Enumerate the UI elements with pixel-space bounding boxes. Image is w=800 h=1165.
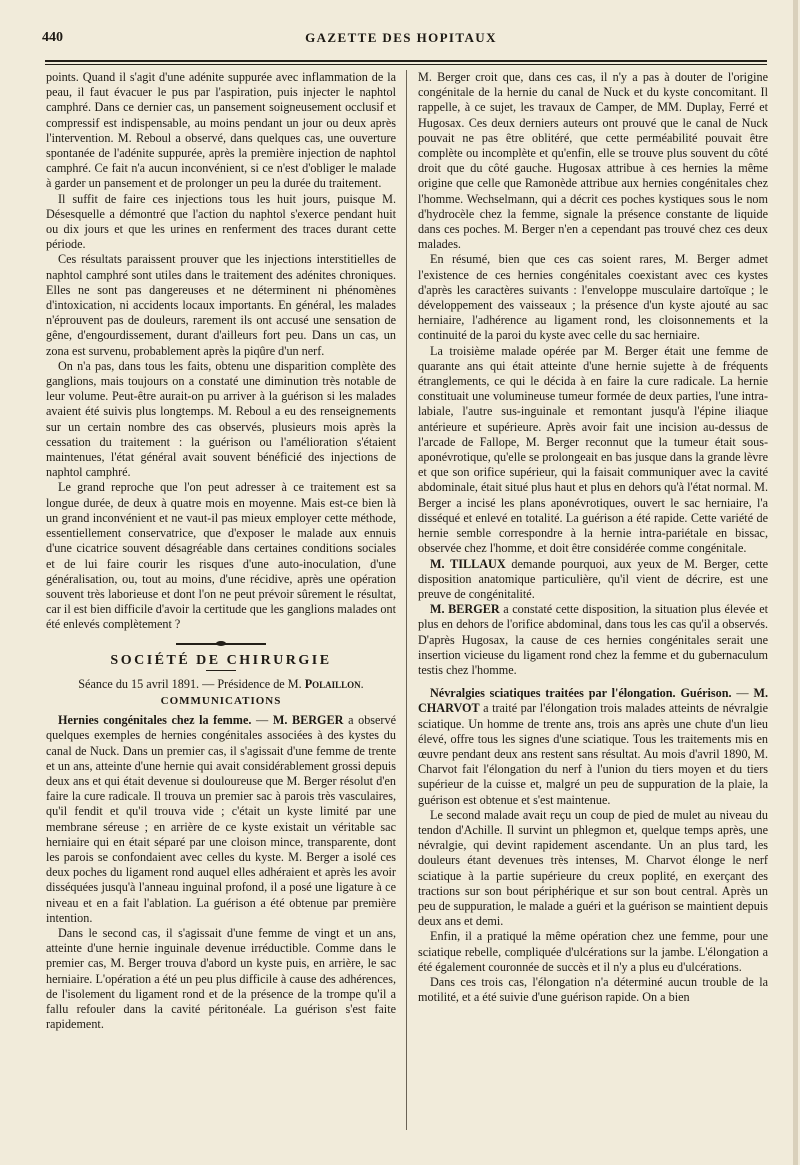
paragraph-tillaux: M. TILLAUX demande pourquoi, aux yeux de M. Berger, cette disposition anatomique particulière, qu'il vient de décrire, est une preuve de congénitalité. (418, 556, 768, 601)
right-column (418, 70, 768, 1005)
speaker-name: M. BERGER (430, 602, 500, 617)
section-heading: SOCIÉTÉ DE CHIRURGIE (110, 652, 332, 668)
paragraph: Il suffit de faire ces injections tous les huit jours, puisque M. Désesquelle a démontré que l'action du naphtol s'exerce pendant huit ou dix jours et que les urines en renferment des traces durant cette période. (46, 191, 396, 252)
header-rule (45, 60, 767, 62)
paragraph-berger: M. BERGER a constaté cette disposition, la situation plus élevée et plus en dehors de l'orifice abdominal, dans tous les cas qu'il a observés. D'après Hugosax, la cause de ces hernies congénitales serait une insertion vicieuse du ligament rond chez la femme et du gubernaculum testis chez l'homme. (418, 602, 768, 677)
president-name: Polaillon (304, 676, 361, 691)
page-number: 440 (42, 30, 63, 45)
article-author: M. BERGER (272, 713, 344, 728)
speaker-name: M. TILLAUX (430, 556, 506, 571)
paragraph: Enfin, il a pratiqué la même opération chez une femme, pour une sciatique rebelle, compliquée d'ulcérations sur la jambe. L'élongation a été également couronnée de succès et il n'y a plus eu d'ulcérations. (418, 929, 768, 974)
paragraph: Le second malade avait reçu un coup de pied de mulet au niveau du tendon d'Achille. Il survint un phlegmon et, quelque temps après, une névralgie, qui devint rapidement ascendante. Un an plus tard, les douleurs étant devenues très intenses, M. Charvot élonge le nerf sciatique à la partie supérieure du creux poplité, en exerçant des tractions sur son bout périphérique et sur son bout central. Après un peu de suppuration, le malade a guéri et la guérison se maintient depuis deux ans et demi. (418, 807, 768, 929)
article-nevralgies: Névralgies sciatiques traitées par l'élongation. Guérison. — M. CHARVOT a traité par l'élongation trois malades atteints de névralgie sciatique. Un homme de trente ans, trois ans après une chute d'un lieu élevé, offre tous les signes d'une sciatique. Tous les traitements mis en œuvre pendant deux ans restent sans résultat. Au mois d'avril 1890, M. Charvot fait l'élongation du nerf à l'union du tiers moyen et du tiers supérieur de la cuisse et, malgré un peu de suppuration de la plaie, la guérison est obtenue et s'est maintenue. (418, 686, 768, 807)
paragraph: M. Berger croit que, dans ces cas, il n'y a pas à douter de l'origine congénitale de la hernie du canal de Nuck et du kyste concomitant. Il rappelle, à ce sujet, les travaux de Camper, de MM. Duplay, Ferré et Hugosax. Ces deux derniers auteurs ont prouvé que le canal de Nuck pouvait ne pas être oblitéré, que cette perméabilité pouvait être complète ou incomplète et qu'enfin, elle se trouve plus souvent du côté droit que du côté gauche. Hugosax attribue à ces hernies la même origine que celle que Ramonède attribue aux hernies congénitales chez l'homme. Wechselmann, qui a décrit ces poches kystiques sous le nom d'hydrocèle chez la femme, signale la présence constante de liquide dans ces poches. M. Berger n'en a cependant pas trouvé chez ces deux malades. (418, 70, 768, 252)
paragraph: Dans ces trois cas, l'élongation n'a déterminé aucun trouble de la motilité, et a été suivie d'une guérison rapide. On a bien (418, 974, 768, 1005)
paragraph: Dans le second cas, il s'agissait d'une femme de vingt et un ans, atteinte d'une hernie inguinale devenue irréductible. Comme dans le premier cas, M. Berger trouva d'abord un kyste puis, en arrière, le sac herniaire. L'opération a été un peu plus difficile à cause des adhérences, de l'isolement du ligament rond et de la présence de la trompe qu'il a fallu refouler dans la cavité péritonéale. La guérison s'est faite rapidement. (46, 925, 396, 1032)
running-title: GAZETTE DES HOPITAUX (305, 30, 497, 45)
subsection-heading: COMMUNICATIONS (160, 694, 282, 707)
column-divider (406, 70, 407, 1130)
heading-rule (206, 670, 236, 671)
session-line: Séance du 15 avril 1891. — Présidence de M. Polaillon. (78, 676, 364, 691)
article-title: Névralgies sciatiques traitées par l'élongation. Guérison. (430, 686, 732, 701)
paragraph: points. Quand il s'agit d'une adénite suppurée avec inflammation de la peau, il faut évacuer le pus par l'aspiration, puis injecter le naphtol camphré. Dans ce dernier cas, un pansement soigneusement occlusif et compressif est indispensable, au moins pendant un jour ou deux après l'intervention. M. Reboul a observé, dans quelques cas, une ouverture spontanée de l'adénite suppurée, après la première injection de naphtol camphré. Ce fait n'a aucun inconvénient, si ce n'est d'obliger le malade à garder un pansement et de prolonger un peu la durée du traitement. (46, 70, 396, 191)
page-edge-shadow (793, 0, 798, 1165)
left-column (46, 70, 396, 1032)
article-author: M. CHARVOT (418, 686, 768, 716)
paragraph: Ces résultats paraissent prouver que les injections interstitielles de naphtol camphré sont utiles dans le traitement des adénites chroniques. Elles ne sont pas dangereuses et ne déterminent ni phénomènes d'intoxication, ni accidents locaux importants. En général, les malades n'éprouvent pas de douleurs, rarement ils ont accusé une sensation de gêne, d'engourdissement, durant d'ailleurs fort peu. Dans un cas, un zona est survenu, probablement après la piqûre d'un nerf. (46, 252, 396, 358)
article-hernies: Hernies congénitales chez la femme. — M. BERGER a observé quelques exemples de hernies congénitales associées à des kystes du canal de Nuck. Dans un premier cas, il s'agissait d'une femme de trente et un ans, atteinte d'une hernie qui avait considérablement grossi depuis deux ans et qui était devenue si douloureuse que M. Berger résolut d'en faire la cure radicale. Il trouva un premier sac à parois très vasculaires, qu'il fendit et qu'il trouva vide ; c'était un kyste limité par une membrane séreuse ; en arrière de ce kyste existait un véritable sac herniaire qui en était séparé par une cloison mince, transparente, dont les parois se confondaient avec celles du kyste. M. Berger a isolé ces deux poches du ligament rond auquel elles adhéraient et après les avoir disséquées jusqu'à l'anneau inguinal profond, il a posé une ligature à ce niveau et en a fait l'ablation. La guérison a été obtenue par première intention. (46, 713, 396, 925)
paragraph: On n'a pas, dans tous les faits, obtenu une disparition complète des ganglions, mais toujours on a constaté une diminution très notable de leur volume. Peut-être aurait-on pu arriver à la guérison si les malades avaient été suivis plus longtemps. M. Reboul a eu des renseignements sur un certain nombre des cas observés, plusieurs mois après la cessation du traitement : la guérison ou l'amélioration s'étaient maintenues, l'état général avait souvent bénéficié des injections de naphtol camphré. (46, 358, 396, 480)
paragraph: En résumé, bien que ces cas soient rares, M. Berger admet l'existence de ces hernies congénitales coexistant avec ces kystes d'après les caractères suivants : l'enveloppe musculaire dartoïque ; le développement des vaisseaux ; la présence d'un kyste ajouté au sac herniaire, l'adhérence au ligament rond, les cloisonnements et la continuité de la paroi du kyste avec celle du sac herniaire. (418, 252, 768, 343)
page-header (30, 26, 772, 48)
section-ornament (176, 641, 266, 647)
paragraph: La troisième malade opérée par M. Berger était une femme de quarante ans qui était atteinte d'une hernie sujette à de fréquents étranglements, ce qui le décida à en faire la cure radicale. La hernie constituait une volumineuse tumeur formée de deux parties, l'une intra-labiale, l'autre sus-inguinale et remontant jusqu'à l'épine iliaque antérieure et supérieure. Après avoir fait une incision au-dessus de l'arcade de Fallope, M. Berger reconnut que la tumeur était sous-aponévrotique, qu'elle se prolongeait en bas jusque dans la grande lèvre et que son orifice supérieur, qui la faisait communiquer avec la cavité abdominale, était situé plus haut et plus en dehors qu'à l'état normal. M. Berger a incisé les plans aponévrotiques, ouvert le sac herniaire, l'a disséqué et enlevé en totalité. La guérison a été rapide. Cette variété de hernie semble correspondre à la hernie intra-pariétale en bissac, observée chez l'homme, et doit être considérée comme congénitale. (418, 343, 768, 556)
header-rule-thin (45, 64, 767, 65)
article-title: Hernies congénitales chez la femme. (58, 713, 252, 728)
paragraph: Le grand reproche que l'on peut adresser à ce traitement est sa longue durée, de deux à quatre mois en moyenne. Mais est-ce bien là un grand inconvénient et ne vaut-il pas mieux employer cette méthode, essentiellement conservatrice, que d'exposer le malade aux ennuis d'une cicatrice souvent désagréable dans certaines conditions sociales et de lui faire courir les risques d'une auto-inoculation, d'une généralisation, ou, tout au moins, d'une récidive, après une opération souvent très laborieuse et dont l'on ne peut prévoir sûrement le résultat, car il est bien difficile d'avoir la certitude que les ganglions malades ont été enlevés complètement ? (46, 480, 396, 632)
